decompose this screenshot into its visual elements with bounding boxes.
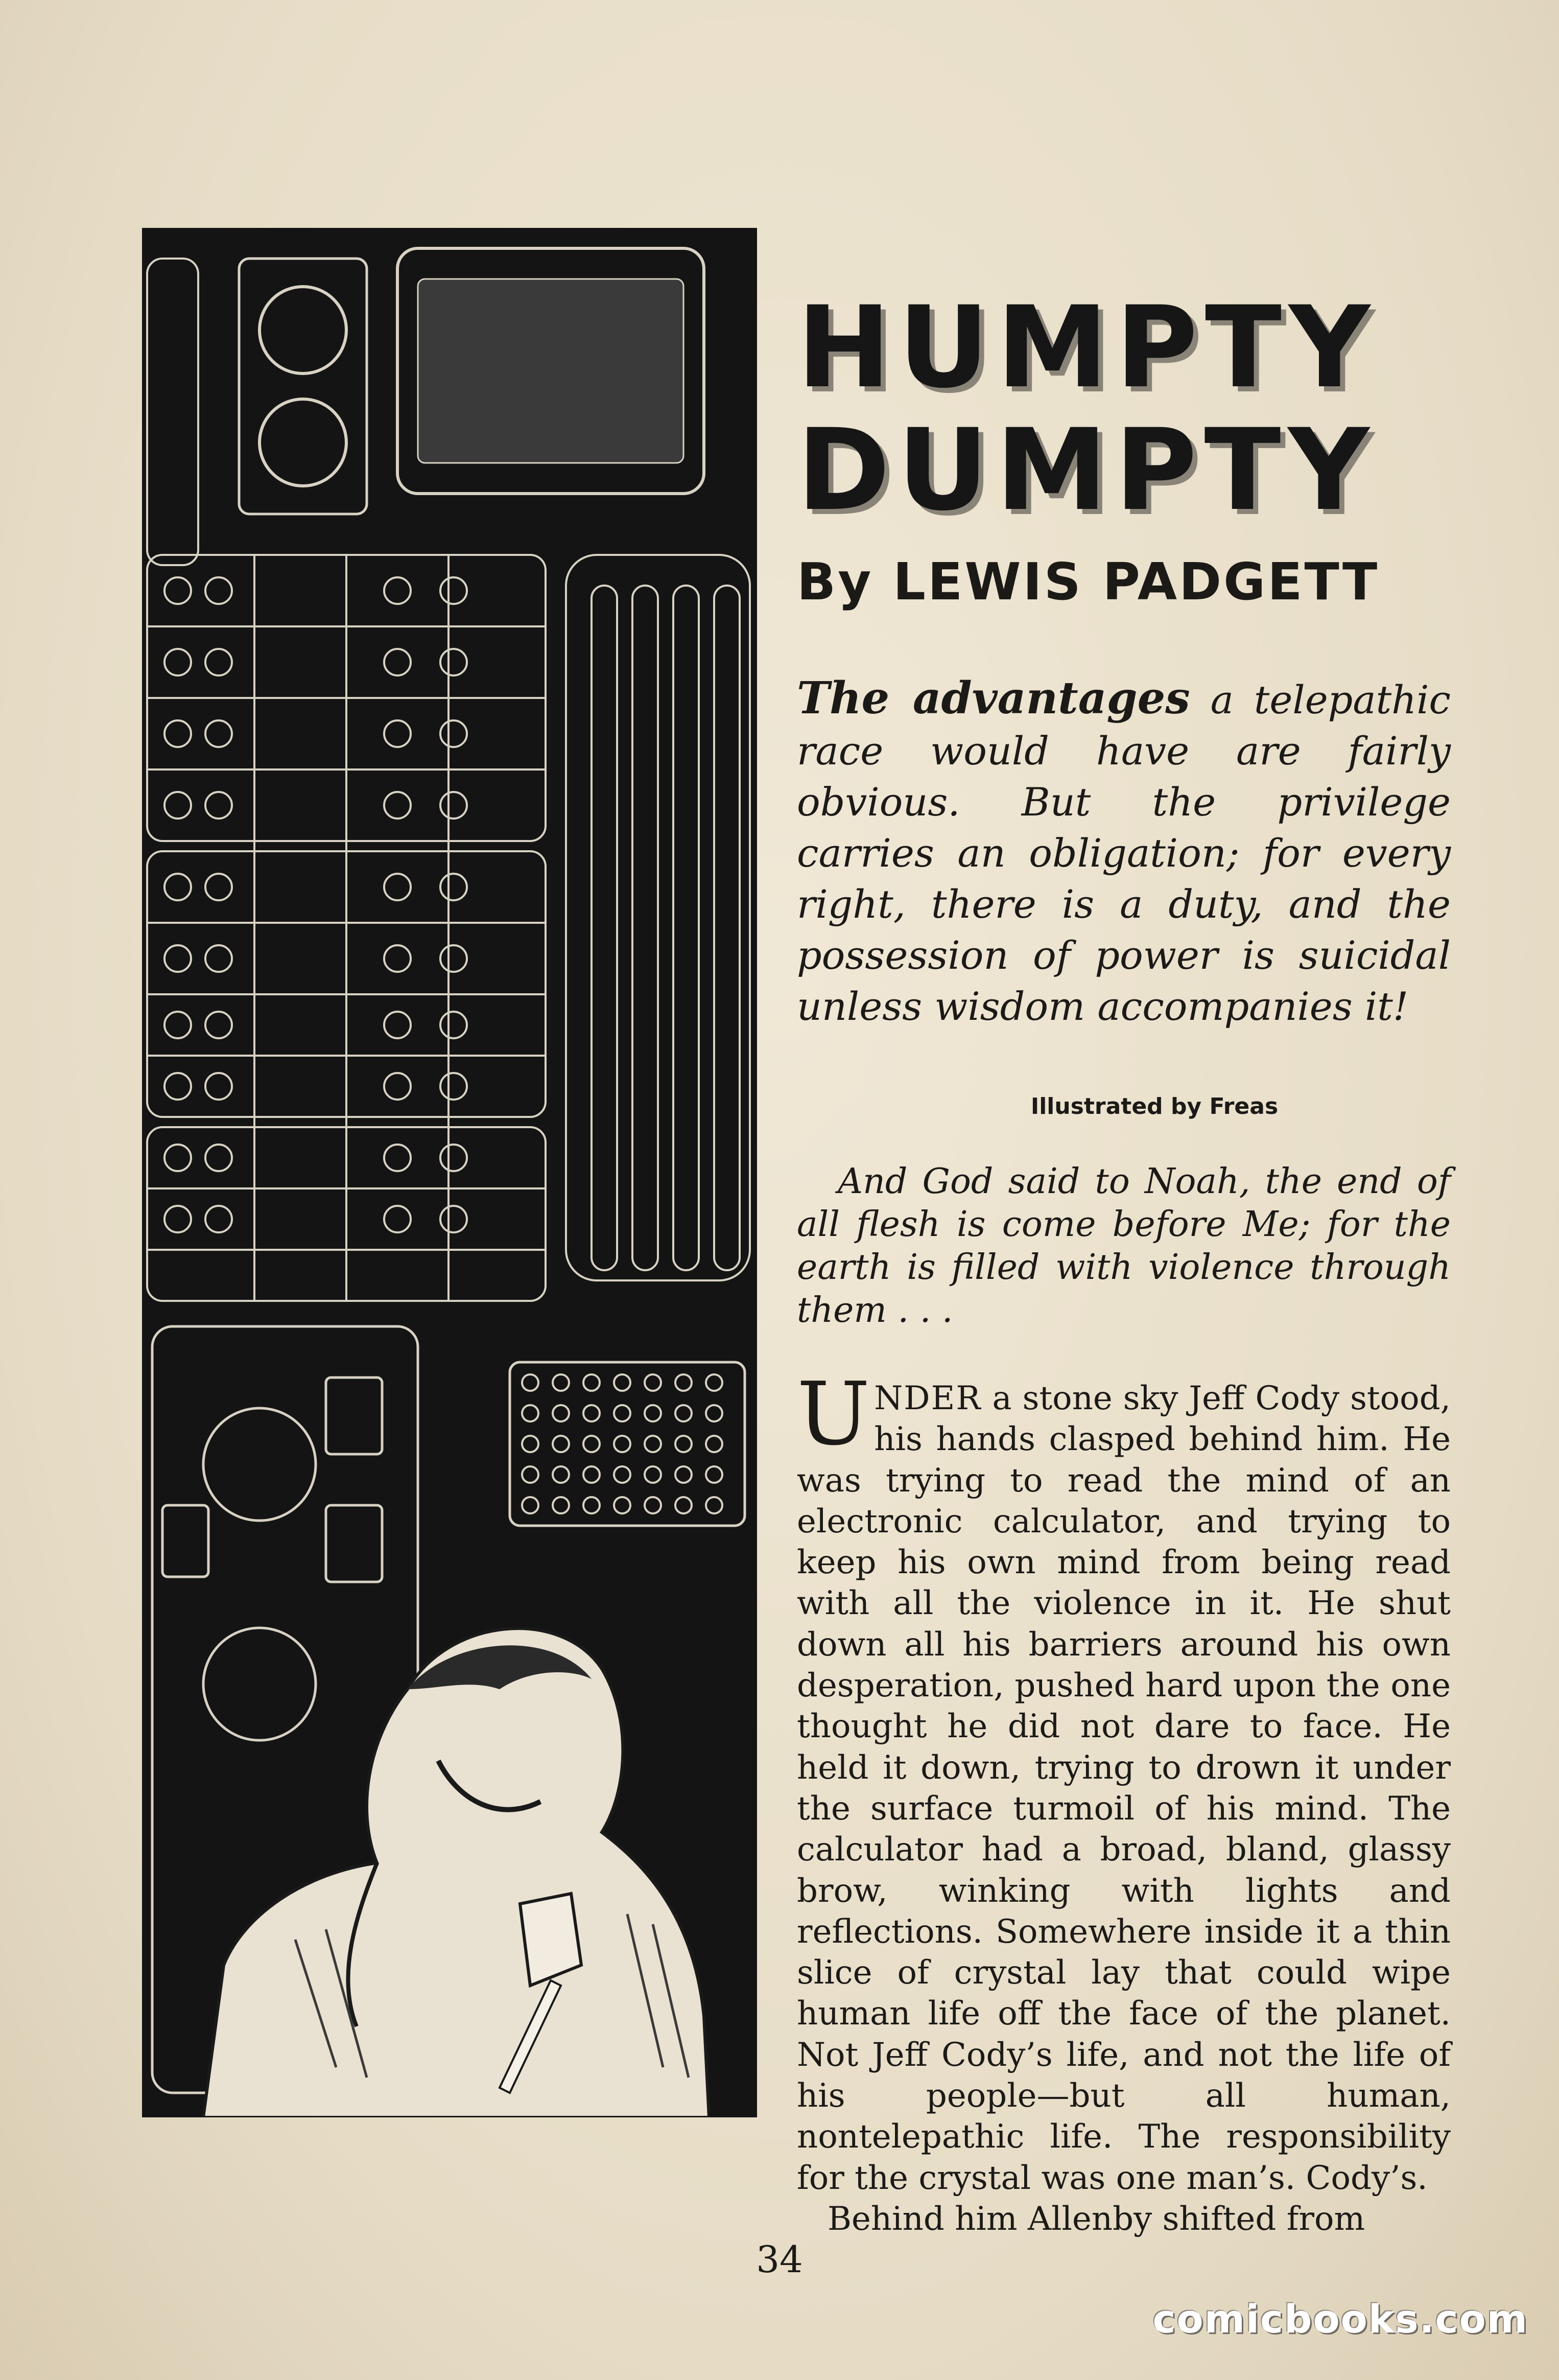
page-number: 34	[756, 2238, 803, 2281]
blurb-text: a telepathic race would have are fairly obvious. But the privilege carries an obligation; for every right, there is a duty, and the possession of power is suicidal unless wisdom accompanies it!	[797, 677, 1451, 1029]
story-byline: By LEWIS PADGETT	[797, 552, 1380, 612]
story-title-line-1: HUMPTY	[797, 282, 1378, 413]
computer-console-drawing	[142, 228, 757, 2117]
story-title-line-2: DUMPTY	[797, 405, 1377, 535]
paragraph-2: Behind him Allenby shifted from	[828, 2200, 1365, 2238]
paragraph-1	[797, 1364, 1451, 2199]
first-word: NDER	[874, 1380, 982, 1417]
blurb-lead: The advantages	[797, 672, 1190, 724]
drop-cap: U	[797, 1364, 870, 1465]
site-watermark: comicbooks.com	[1152, 2296, 1528, 2342]
story-body	[797, 1364, 1451, 2239]
paragraph-1-text: a stone sky Jeff Cody stood, his hands clasped behind him. He was trying to read the mind of an electronic calculator, and trying to keep his own mind from being read with all the violence in it. He shut down all his barriers around his own desperation, pushed hard upon the one thought he did not dare to face. He held it down, trying to drown it under the surface turmoil of his mind. The calculator had a broad, bland, glassy brow, winking with lights and reflections. Somewhere inside it a thin slice of crystal lay that could wipe human life off the face of the planet. Not Jeff Cody’s life, and not the life of his people—but all human, nontelepathic life. The responsibility for the crystal was one man’s. Cody’s.	[797, 1380, 1451, 2197]
story-blurb	[797, 673, 1451, 1032]
epigraph: And God said to Noah, the end of all flesh is come before Me; for the earth is filled with violence through them . . .	[797, 1161, 1451, 1331]
story-illustration	[142, 228, 757, 2117]
show-through-text	[639, 92, 652, 128]
story-text-column	[797, 282, 1451, 2239]
illustrator-credit: Illustrated by Freas	[1030, 1093, 1279, 1119]
